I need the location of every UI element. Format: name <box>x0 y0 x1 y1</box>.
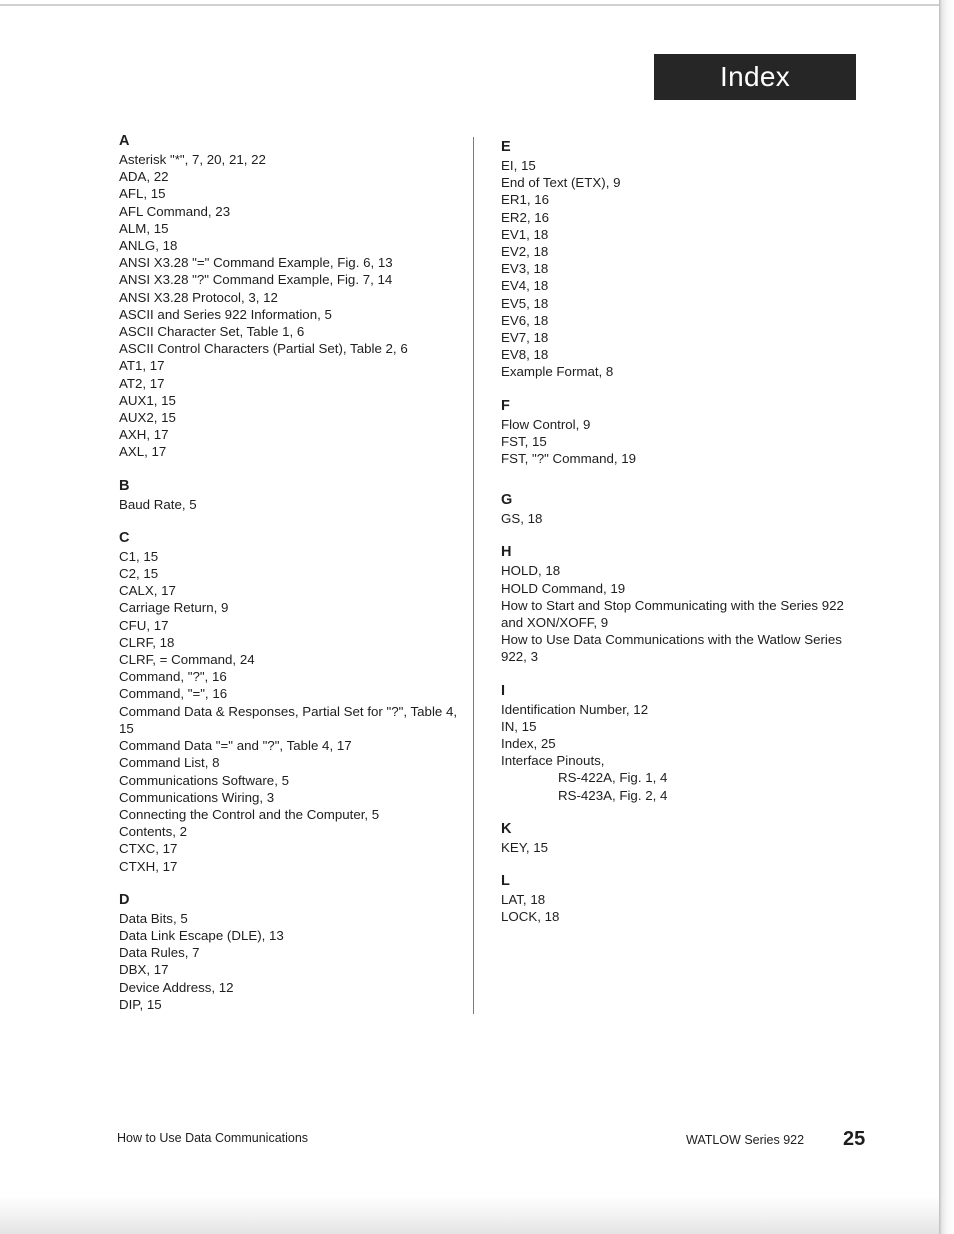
index-entry: CFU, 17 <box>119 617 169 633</box>
section-letter: G <box>501 492 513 509</box>
index-entry: ANSI X3.28 "?" Command Example, Fig. 7, 14 <box>119 272 393 288</box>
section-letter: D <box>119 891 130 908</box>
index-entry: CALX, 17 <box>119 583 176 599</box>
index-section-e <box>501 139 861 381</box>
index-entry: ADA, 22 <box>119 169 169 185</box>
index-entry: Example Format, 8 <box>501 364 614 380</box>
index-entry: Device Address, 12 <box>119 979 234 995</box>
index-entry: CTXH, 17 <box>119 858 178 874</box>
index-entry: Command Data "=" and "?", Table 4, 17 <box>119 738 352 754</box>
index-entry: LOCK, 18 <box>501 909 560 925</box>
index-entry: C2, 15 <box>119 566 159 582</box>
index-column-left <box>119 133 464 1030</box>
index-entry: Command, "?", 16 <box>119 669 227 685</box>
index-entry: ALM, 15 <box>119 220 169 236</box>
section-letter: F <box>501 397 510 414</box>
index-entry: EV7, 18 <box>501 330 549 346</box>
index-entry: CLRF, = Command, 24 <box>119 652 255 668</box>
index-entry: EV4, 18 <box>501 278 549 294</box>
index-entry: Asterisk "*", 7, 20, 21, 22 <box>119 152 266 167</box>
index-entry: How to Use Data Communications with the Watlow Series 922, 3 <box>501 632 842 665</box>
index-entry: EV2, 18 <box>501 244 549 260</box>
index-entry: AT2, 17 <box>119 375 165 391</box>
index-entry: Command List, 8 <box>119 755 220 771</box>
index-subentry: RS-423A, Fig. 2, 4 <box>558 787 668 803</box>
index-section-c <box>119 530 464 875</box>
index-entry: ER2, 16 <box>501 209 550 225</box>
index-entry: EV8, 18 <box>501 347 549 363</box>
index-entry: Interface Pinouts, <box>501 753 605 769</box>
index-entry: KEY, 15 <box>501 839 549 855</box>
section-letter: I <box>501 682 506 699</box>
index-entry: LAT, 18 <box>501 892 546 908</box>
index-entry: AFL, 15 <box>119 186 166 202</box>
index-entry: Identification Number, 12 <box>501 701 649 717</box>
index-entry: IN, 15 <box>501 718 537 734</box>
index-section-h <box>501 544 861 665</box>
index-section-i <box>501 683 861 804</box>
index-entry: ANSI X3.28 Protocol, 3, 12 <box>119 289 278 305</box>
index-entry: Command Data & Responses, Partial Set for "?", Table 4, 15 <box>119 703 458 736</box>
index-entry: HOLD Command, 19 <box>501 580 626 596</box>
index-subentry: RS-422A, Fig. 1, 4 <box>558 770 668 786</box>
index-section-a <box>119 133 464 461</box>
index-entry: Communications Wiring, 3 <box>119 789 275 805</box>
page-number: 25 <box>843 1128 866 1150</box>
section-letter: L <box>501 873 510 890</box>
index-title-banner <box>654 54 856 100</box>
index-entry: Communications Software, 5 <box>119 772 289 788</box>
index-entry: Data Bits, 5 <box>119 910 188 926</box>
index-entry: ASCII Character Set, Table 1, 6 <box>119 324 305 340</box>
index-entry: How to Start and Stop Communicating with the Series 922 and XON/XOFF, 9 <box>501 597 844 631</box>
index-entry: DIP, 15 <box>119 996 162 1012</box>
index-entry: AUX2, 15 <box>119 410 176 426</box>
index-entry: CTXC, 17 <box>119 841 178 857</box>
index-section-b <box>119 478 464 513</box>
index-entry: C1, 15 <box>119 548 159 564</box>
index-entry: EV1, 18 <box>501 226 549 242</box>
index-entry: AXL, 17 <box>119 444 167 460</box>
page-bottom-shadow <box>0 1196 939 1234</box>
index-entry: HOLD, 18 <box>501 563 561 579</box>
column-divider <box>473 137 474 1014</box>
section-letter: K <box>501 820 512 837</box>
index-entry: AUX1, 15 <box>119 392 176 408</box>
index-column-right <box>501 139 861 943</box>
section-letter: A <box>119 133 130 149</box>
index-entry: End of Text (ETX), 9 <box>501 175 621 191</box>
index-entry: CLRF, 18 <box>119 634 175 650</box>
index-entry: Index, 25 <box>501 736 556 752</box>
section-letter: H <box>501 544 512 561</box>
index-entry: FST, "?" Command, 19 <box>501 451 637 467</box>
section-letter: C <box>119 529 130 546</box>
index-entry: Flow Control, 9 <box>501 416 591 432</box>
index-entry: DBX, 17 <box>119 962 169 978</box>
footer-document-title: How to Use Data Communications <box>117 1131 309 1145</box>
index-entry: Data Rules, 7 <box>119 945 200 961</box>
index-entry: ANLG, 18 <box>119 238 178 254</box>
section-letter: E <box>501 139 511 155</box>
index-entry: AFL Command, 23 <box>119 203 231 219</box>
index-entry: GS, 18 <box>501 511 543 527</box>
index-entry: ASCII and Series 922 Information, 5 <box>119 306 332 322</box>
index-entry: AXH, 17 <box>119 427 169 443</box>
index-entry: Connecting the Control and the Computer, 5 <box>119 806 380 822</box>
index-entry: EV6, 18 <box>501 312 549 328</box>
index-section-d <box>119 892 464 1013</box>
index-section-f <box>501 398 861 468</box>
index-entry: Contents, 2 <box>119 824 188 840</box>
section-letter: B <box>119 477 130 494</box>
index-entry: EV3, 18 <box>501 261 549 277</box>
index-entry: FST, 15 <box>501 433 547 449</box>
index-entry: Data Link Escape (DLE), 13 <box>119 927 284 943</box>
index-entry: EI, 15 <box>501 158 536 173</box>
index-entry: Baud Rate, 5 <box>119 496 197 512</box>
index-entry: ER1, 16 <box>501 192 550 208</box>
footer-product-name: WATLOW Series 922 <box>686 1133 805 1147</box>
page-title: Index <box>720 61 790 92</box>
index-section-k <box>501 821 861 856</box>
index-entry: ANSI X3.28 "=" Command Example, Fig. 6, 13 <box>119 255 393 271</box>
index-entry: AT1, 17 <box>119 358 165 374</box>
index-entry: ASCII Control Characters (Partial Set), Table 2, 6 <box>119 341 408 357</box>
index-entry: Carriage Return, 9 <box>119 600 229 616</box>
page-right-edge <box>939 0 954 1234</box>
index-entry: Command, "=", 16 <box>119 686 228 702</box>
index-entry: EV5, 18 <box>501 295 549 311</box>
index-section-l <box>501 873 861 925</box>
page-top-border <box>0 4 940 6</box>
index-section-g <box>501 492 861 527</box>
